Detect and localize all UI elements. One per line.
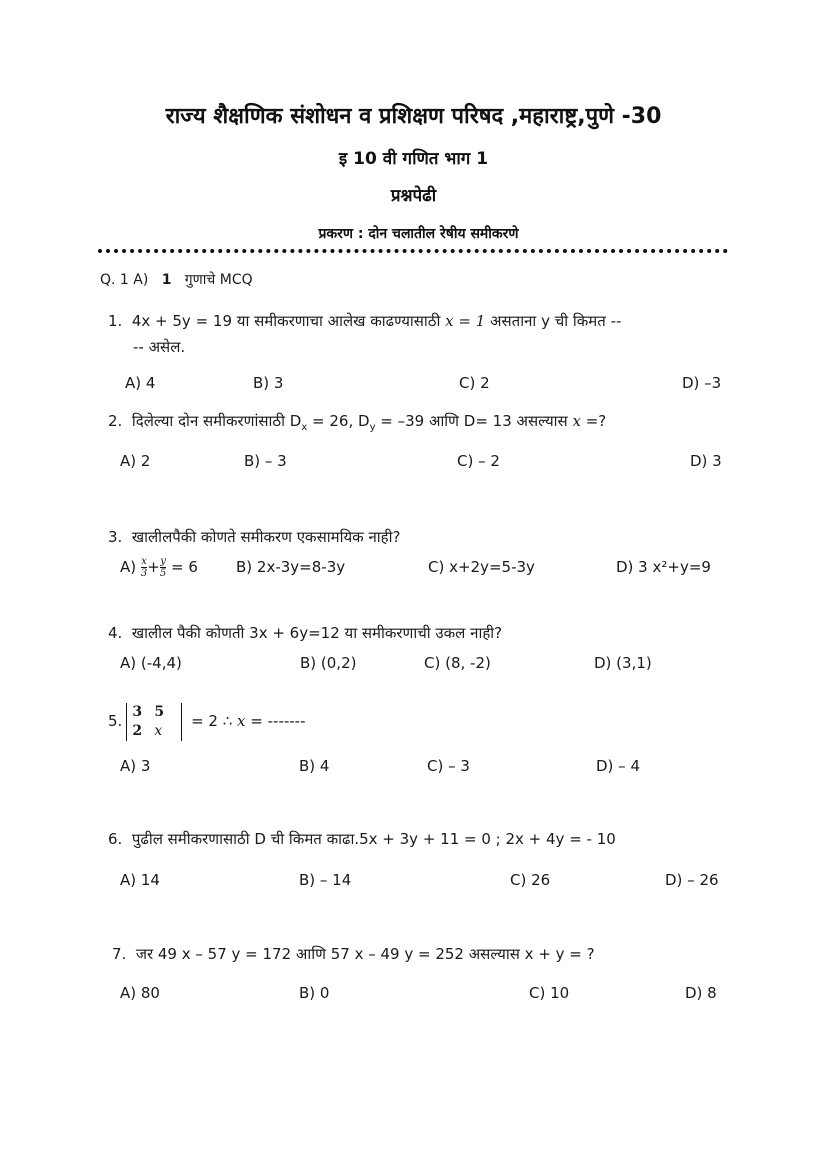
question-number: 3. bbox=[108, 528, 123, 546]
question-number: 2. bbox=[108, 412, 123, 430]
class-subject: इ 10 वी गणित भाग 1 bbox=[338, 149, 489, 169]
question-5 bbox=[108, 702, 306, 741]
fraction-numerator: x bbox=[141, 556, 147, 567]
option-d: D) – 26 bbox=[665, 871, 719, 889]
question-text: खालीलपैकी कोणते समीकरण एकसामयिक नाही? bbox=[131, 528, 401, 546]
question-number: 6. bbox=[108, 830, 123, 848]
fraction-numerator: y bbox=[160, 556, 166, 567]
option-b: B) 4 bbox=[299, 757, 330, 775]
document-type: प्रश्नपेढी bbox=[390, 186, 437, 206]
question-text: असताना y ची किमत -- bbox=[485, 312, 622, 330]
option-b: B) 2x-3y=8-3y bbox=[236, 558, 346, 576]
question-number: 4. bbox=[108, 624, 123, 642]
option-d: D) 3 x²+y=9 bbox=[616, 558, 711, 576]
question-text: 4x + 5y = 19 या समीकरणाचा आलेख काढण्यासाठी bbox=[131, 312, 446, 330]
option-a: A) 80 bbox=[120, 984, 160, 1002]
subscript: x bbox=[301, 422, 308, 433]
det-cell: 3 bbox=[132, 703, 143, 720]
question-2 bbox=[108, 408, 606, 441]
option-b: B) – 3 bbox=[244, 452, 287, 470]
option-b: B) (0,2) bbox=[300, 654, 357, 672]
option-text: = 6 bbox=[166, 558, 198, 576]
option-d: D) –3 bbox=[682, 374, 722, 392]
option-d: D) – 4 bbox=[596, 757, 640, 775]
question-6 bbox=[108, 826, 616, 852]
det-cell: x bbox=[154, 722, 163, 739]
question-text: खालील पैकी कोणती 3x + 6y=12 या समीकरणाची उकल नाही? bbox=[131, 624, 503, 642]
question-text: जर 49 x – 57 y = 172 आणि 57 x – 49 y = 252 असल्यास x + y = ? bbox=[135, 945, 595, 963]
question-text: पुढील समीकरणासाठी D ची किमत काढा.5x + 3y + 11 = 0 ; 2x + 4y = - 10 bbox=[131, 830, 616, 848]
question-number: 7. bbox=[112, 945, 127, 963]
question-text: -- असेल. bbox=[133, 338, 186, 356]
dotted-divider bbox=[98, 249, 728, 253]
option-c: C) (8, -2) bbox=[424, 654, 491, 672]
question-text: = ------- bbox=[245, 712, 306, 730]
option-d: D) 8 bbox=[685, 984, 717, 1002]
question-7 bbox=[112, 941, 595, 967]
option-a: A) 2 bbox=[120, 452, 151, 470]
fraction-denominator: 5 bbox=[159, 568, 167, 579]
option-c: C) – 2 bbox=[457, 452, 500, 470]
option-c: C) – 3 bbox=[427, 757, 470, 775]
det-cell: 5 bbox=[154, 703, 165, 720]
question-text: दिलेल्या दोन समीकरणांसाठी D bbox=[131, 412, 302, 430]
question-text: = 2 ∴ bbox=[186, 712, 238, 730]
board-title: राज्य शैक्षणिक संशोधन व प्रशिक्षण परिषद ,महाराष्ट्र,पुणे -30 bbox=[165, 104, 662, 129]
option-c: C) x+2y=5-3y bbox=[428, 558, 535, 576]
question-math: x bbox=[572, 412, 581, 430]
question-4 bbox=[108, 620, 502, 646]
option-b: B) 0 bbox=[299, 984, 330, 1002]
question-text: =? bbox=[580, 412, 607, 430]
section-label: Q. 1 A) bbox=[100, 272, 149, 288]
option-a: A) (-4,4) bbox=[120, 654, 182, 672]
subscript: y bbox=[369, 422, 376, 433]
section-text: गुणाचे MCQ bbox=[184, 272, 253, 288]
question-math: x = 1 bbox=[445, 312, 486, 330]
option-label: A) bbox=[120, 558, 137, 576]
determinant bbox=[126, 703, 182, 741]
section-heading bbox=[100, 270, 253, 289]
question-math: x bbox=[237, 712, 246, 730]
option-c: C) 10 bbox=[529, 984, 570, 1002]
section-marks: 1 bbox=[161, 272, 172, 288]
option-a: A) 3 bbox=[120, 757, 151, 775]
option-a: A) $\frac{x}{3}+$ $\frac{y}{5} = 6$ bbox=[120, 556, 198, 579]
question-text: = 26, D bbox=[307, 412, 370, 430]
question-text: = –39 आणि D= 13 असल्यास bbox=[375, 412, 573, 430]
option-b: B) 3 bbox=[253, 374, 284, 392]
chapter-title: प्रकरण : दोन चलातील रेषीय समीकरणे bbox=[318, 226, 519, 242]
option-d: D) 3 bbox=[690, 452, 722, 470]
option-a: A) 4 bbox=[125, 374, 156, 392]
option-c: C) 26 bbox=[510, 871, 551, 889]
option-c: C) 2 bbox=[459, 374, 490, 392]
question-number: 5. bbox=[108, 712, 123, 730]
det-cell: 2 bbox=[132, 722, 143, 739]
option-b: B) – 14 bbox=[299, 871, 352, 889]
option-d: D) (3,1) bbox=[594, 654, 652, 672]
question-number: 1. bbox=[108, 312, 123, 330]
option-a: A) 14 bbox=[120, 871, 160, 889]
question-1 bbox=[108, 308, 621, 360]
question-3 bbox=[108, 524, 400, 550]
fraction bbox=[141, 556, 147, 579]
fraction-denominator: 3 bbox=[140, 568, 148, 579]
